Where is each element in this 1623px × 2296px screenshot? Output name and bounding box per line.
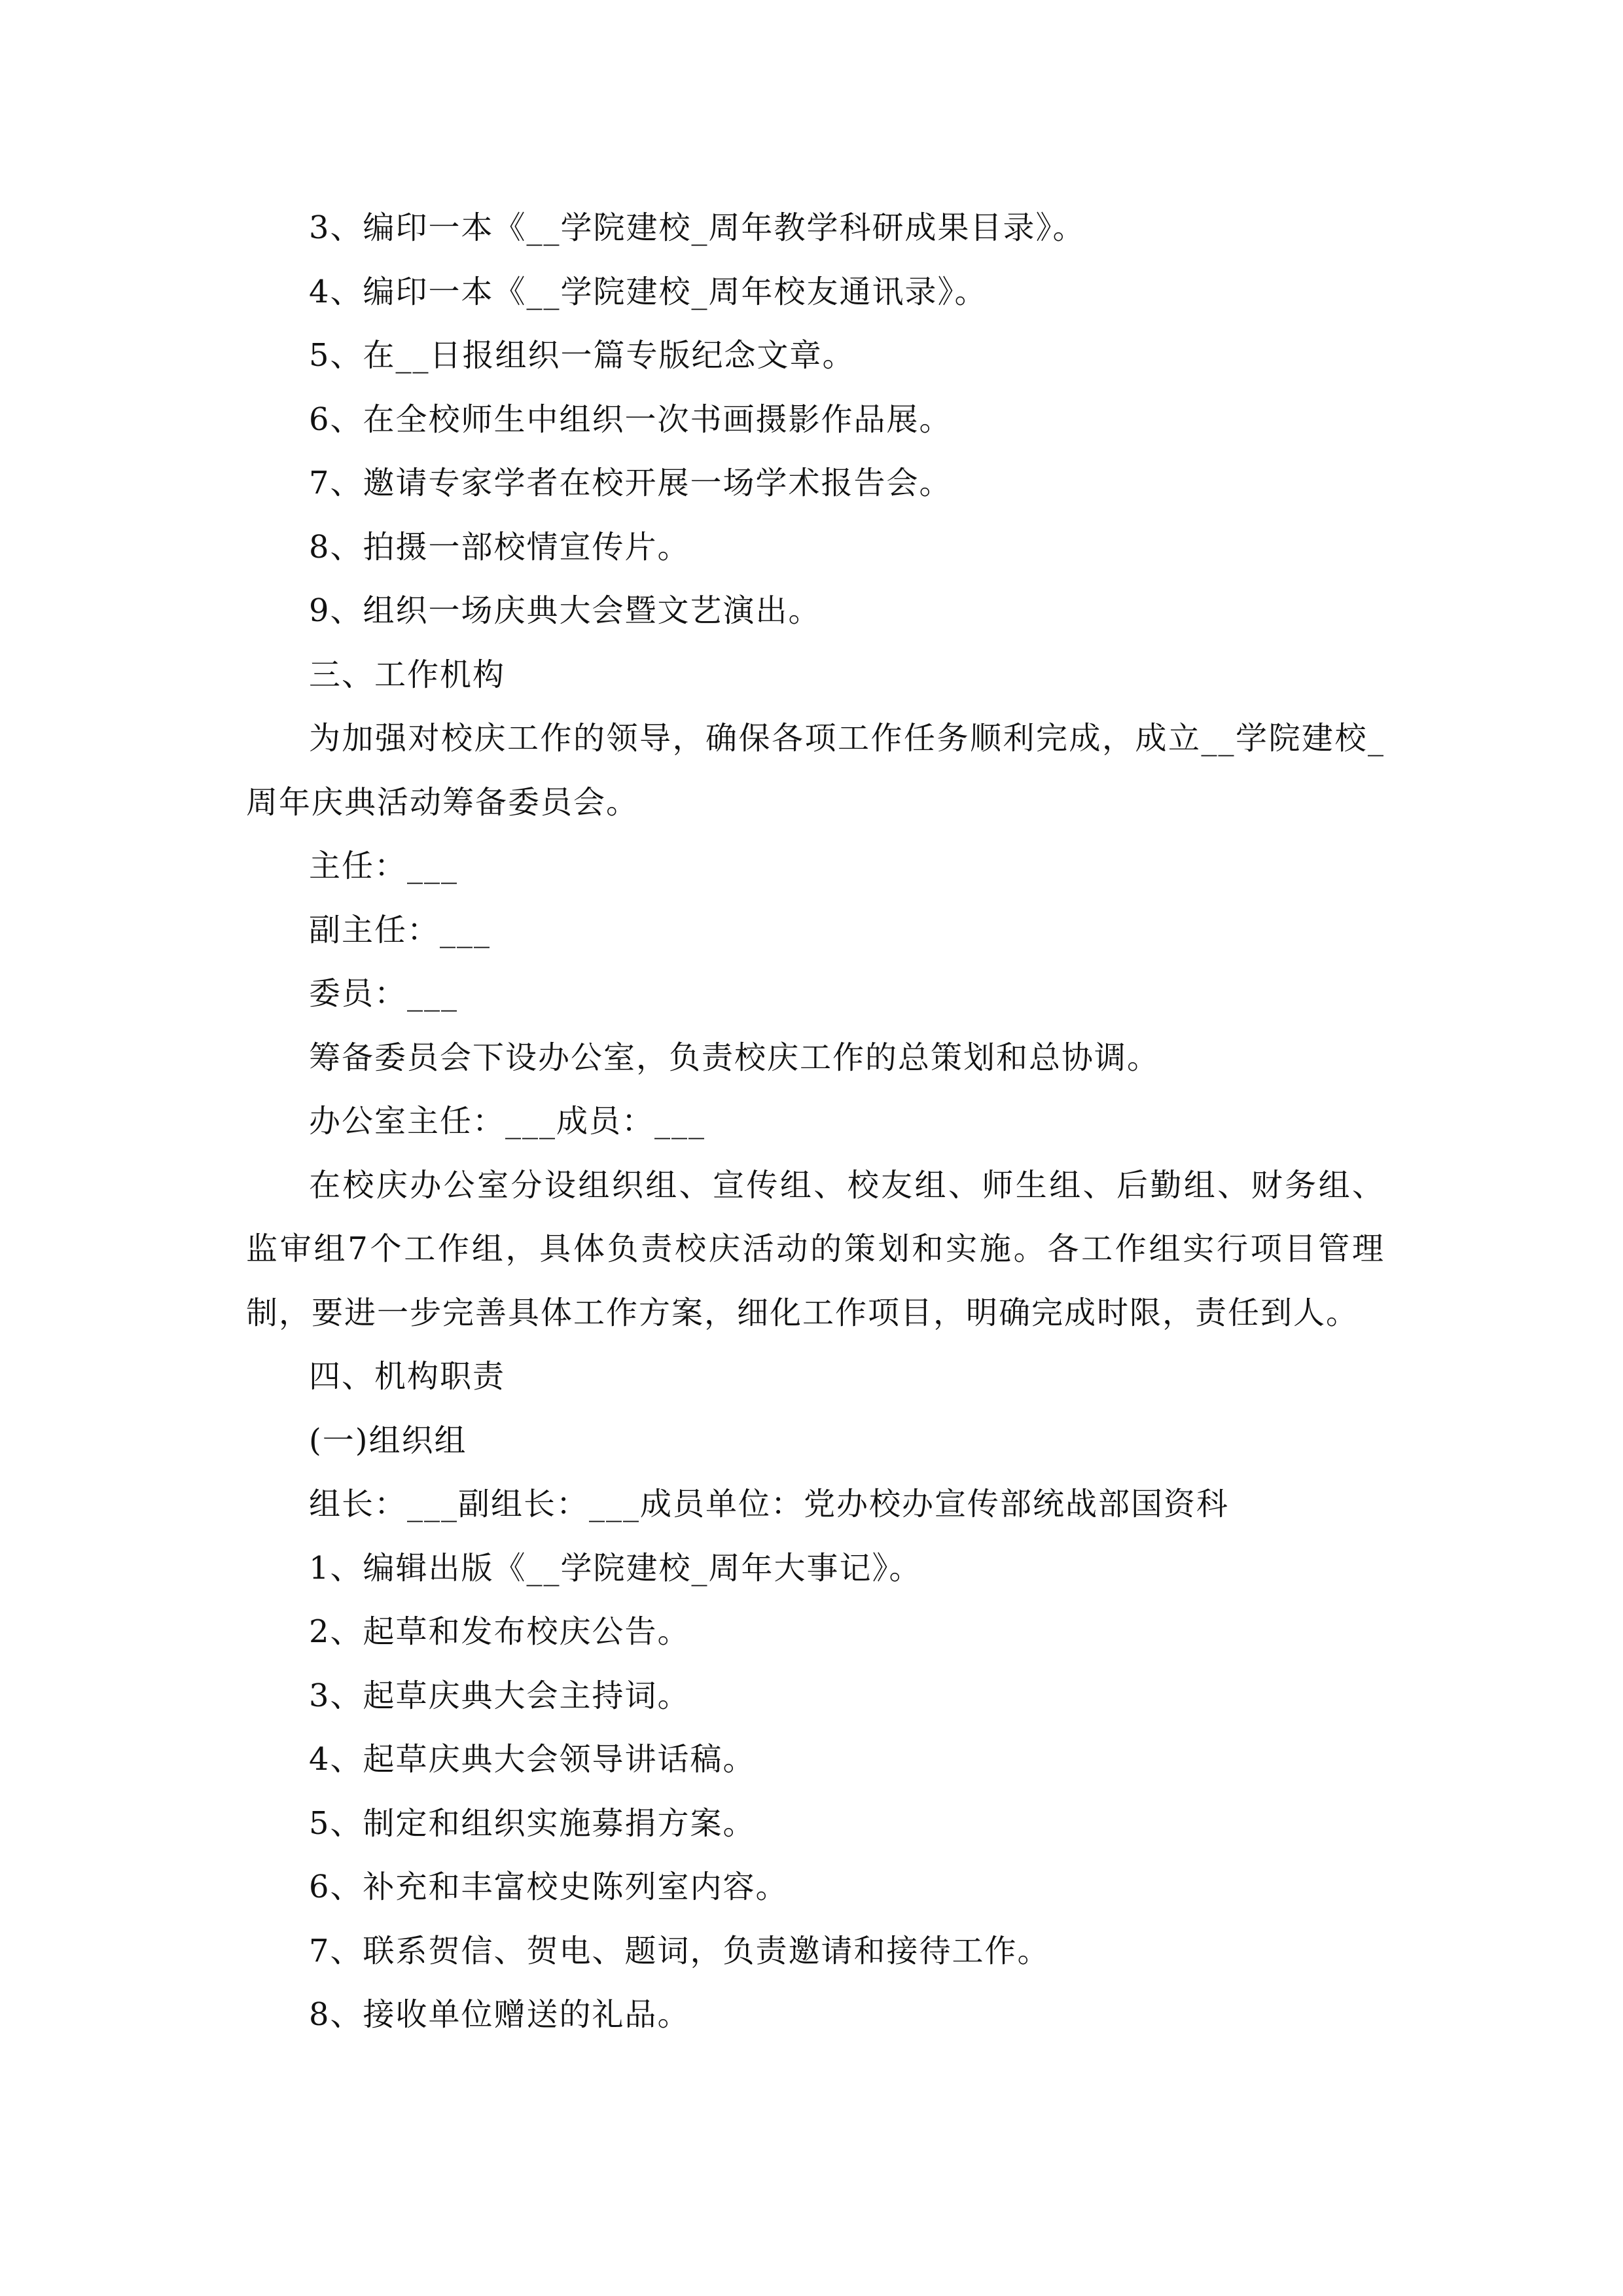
list-item: 8、拍摄一部校情宣传片。 <box>309 528 690 565</box>
field-line-director: 主任：___ <box>309 848 459 884</box>
subsection-heading-organizing-group: (一)组织组 <box>309 1422 467 1459</box>
field-line-office-director: 办公室主任：___成员：___ <box>309 1103 706 1139</box>
field-line-committee-members: 委员：___ <box>309 975 459 1012</box>
list-item: 7、联系贺信、贺电、题词，负责邀请和接待工作。 <box>309 1932 1050 1969</box>
list-item: 8、接收单位赠送的礼品。 <box>309 1996 690 2033</box>
field-line-group-leaders: 组长：___副组长：___成员单位：党办校办宣传部统战部国资科 <box>309 1486 1230 1522</box>
list-item: 6、补充和丰富校史陈列室内容。 <box>309 1869 789 1905</box>
list-item: 4、编印一本《__学院建校_周年校友通讯录》。 <box>309 273 988 310</box>
list-item: 6、在全校师生中组织一次书画摄影作品展。 <box>309 401 952 438</box>
list-item: 3、编印一本《__学院建校_周年教学科研成果目录》。 <box>309 209 1086 246</box>
list-item: 7、邀请专家学者在校开展一场学术报告会。 <box>309 465 952 501</box>
list-item: 3、起草庆典大会主持词。 <box>309 1677 690 1714</box>
section-heading-work-organization: 三、工作机构 <box>309 656 506 693</box>
list-item: 5、制定和组织实施募捐方案。 <box>309 1804 756 1842</box>
list-item: 2、起草和发布校庆公告。 <box>309 1613 690 1650</box>
body-paragraph: 为加强对校庆工作的领导，确保各项工作任务顺利完成，成立__学院建校_周年庆典活动筹备委员会。 <box>246 720 1385 821</box>
field-line-deputy-director: 副主任：___ <box>309 911 491 948</box>
list-item: 5、在__日报组织一篇专版纪念文章。 <box>309 337 855 374</box>
list-item: 1、编辑出版《__学院建校_周年大事记》。 <box>309 1549 922 1587</box>
section-heading-responsibilities: 四、机构职责 <box>309 1358 506 1395</box>
list-item: 4、起草庆典大会领导讲话稿。 <box>309 1741 756 1778</box>
body-paragraph: 筹备委员会下设办公室，负责校庆工作的总策划和总协调。 <box>309 1039 1160 1076</box>
document-body <box>246 196 1385 2047</box>
list-item: 9、组织一场庆典大会暨文艺演出。 <box>309 592 821 629</box>
body-paragraph: 在校庆办公室分设组织组、宣传组、校友组、师生组、后勤组、财务组、监审组7个工作组，具体负责校庆活动的策划和实施。各工作组实行项目管理制，要进一步完善具体工作方案，细化工作项目，明确完成时限，责任到人。 <box>246 1166 1385 1331</box>
